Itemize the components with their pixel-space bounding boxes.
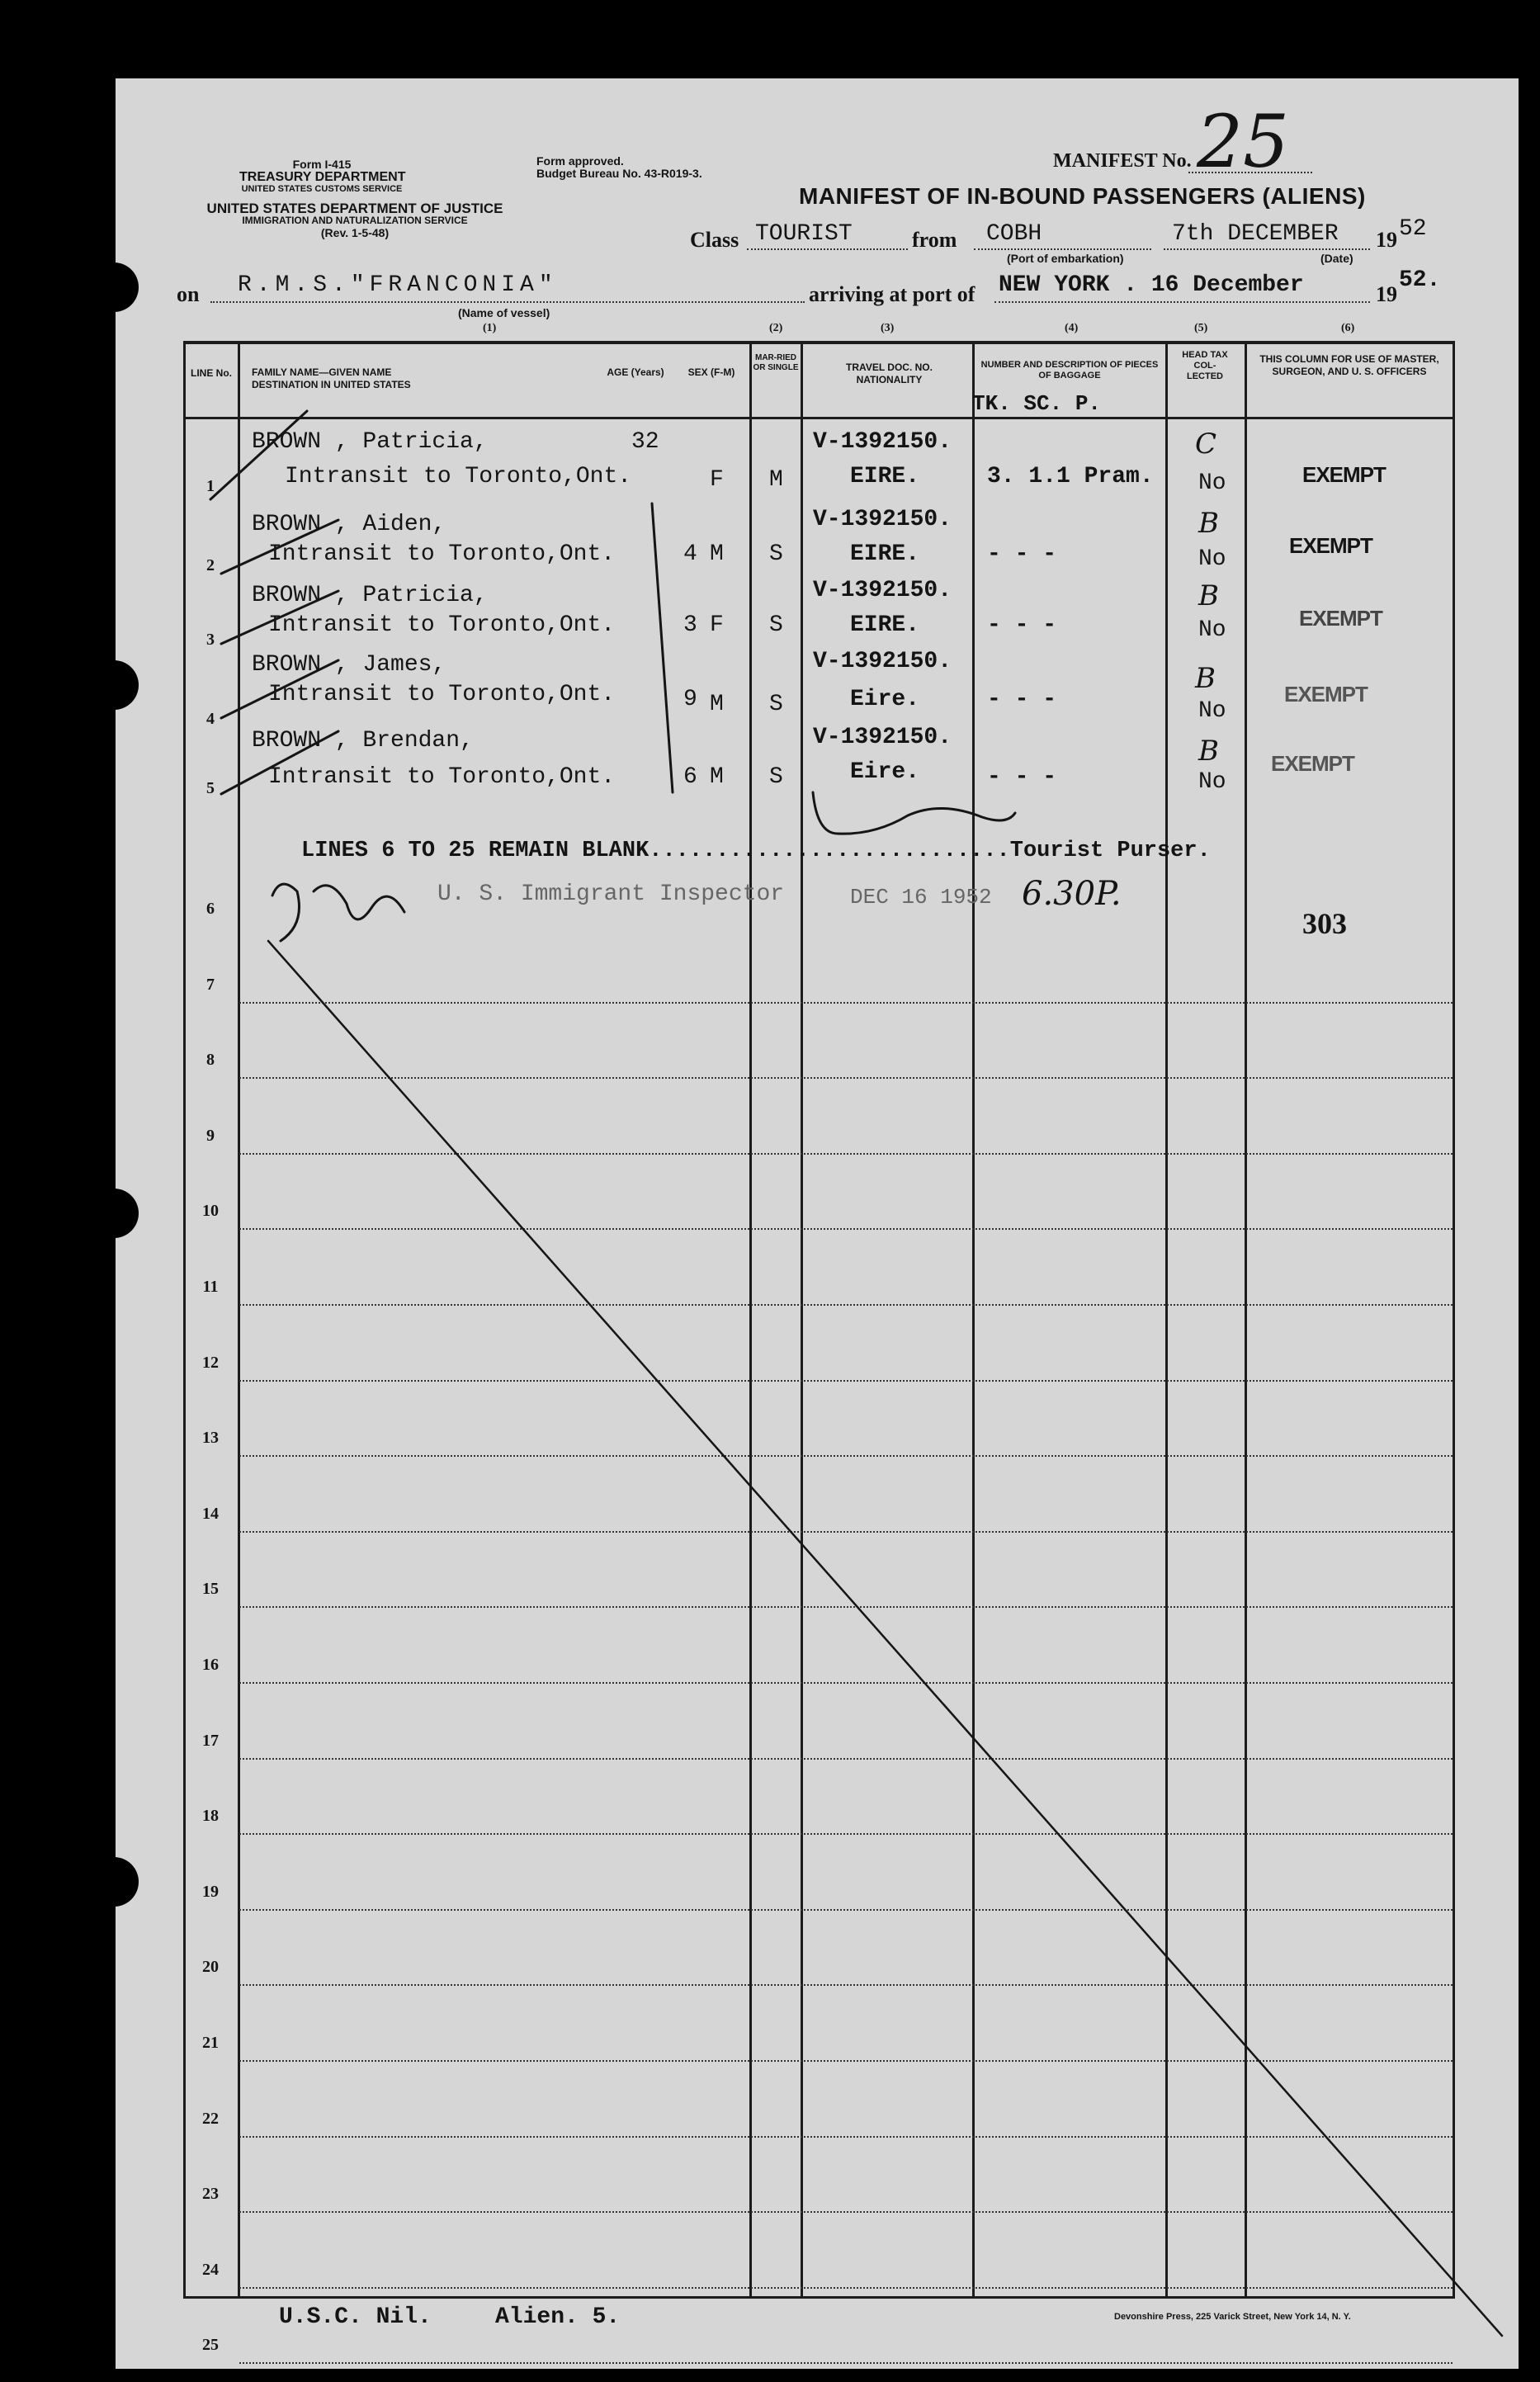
manifest-title: MANIFEST OF IN-BOUND PASSENGERS (ALIENS) bbox=[799, 183, 1366, 209]
col-number-2: (2) bbox=[769, 322, 783, 334]
col-header-baggage-sub: TK. SC. P. bbox=[972, 391, 1102, 416]
line-number: 9 bbox=[206, 1126, 215, 1145]
col-number-6: (6) bbox=[1341, 322, 1355, 334]
passenger-baggage: 3. 1.1 Pram. bbox=[987, 464, 1154, 489]
from-label: from bbox=[912, 228, 957, 252]
passenger-married: S bbox=[769, 764, 783, 790]
passenger-name: BROWN , Aiden, bbox=[252, 512, 446, 537]
class-label: Class bbox=[690, 228, 739, 252]
head-tax-value: No bbox=[1198, 470, 1226, 496]
passenger-nationality: Eire. bbox=[850, 687, 920, 712]
line-number: 2 bbox=[206, 556, 215, 574]
header-bottom-rule bbox=[183, 417, 1454, 419]
budget-bureau: Budget Bureau No. 43-R019-3. bbox=[536, 167, 702, 180]
justice-block bbox=[173, 202, 536, 239]
row-rule bbox=[239, 1380, 1453, 1382]
line-number: 21 bbox=[202, 2034, 219, 2052]
arrival-port: NEW YORK . 16 December bbox=[999, 272, 1304, 298]
passenger-nationality: Eire. bbox=[850, 759, 920, 785]
line-number: 16 bbox=[202, 1656, 219, 1674]
passenger-sex: F bbox=[710, 612, 724, 638]
officer-stamp: EXEMPT bbox=[1284, 682, 1368, 707]
passenger-age: 9 bbox=[683, 687, 697, 712]
line-number: 15 bbox=[202, 1580, 219, 1599]
row-rule bbox=[239, 1455, 1453, 1457]
passenger-age: 3 bbox=[683, 612, 697, 638]
passenger-name: BROWN , Patricia, bbox=[252, 429, 488, 455]
col-header-line-no: LINE No. bbox=[191, 367, 232, 379]
passenger-destination: Intransit to Toronto,Ont. bbox=[268, 541, 616, 567]
col-number-4: (4) bbox=[1065, 322, 1079, 334]
vessel-caption: (Name of vessel) bbox=[458, 306, 550, 319]
table-right-border bbox=[1453, 341, 1455, 2299]
punch-hole bbox=[64, 1576, 114, 1626]
row-rule bbox=[239, 1833, 1453, 1835]
row-rule bbox=[239, 1304, 1453, 1306]
line-number: 20 bbox=[202, 1958, 219, 1977]
manifest-label: MANIFEST No. bbox=[1053, 150, 1192, 172]
inspection-stamp-date: DEC 16 1952 bbox=[850, 885, 992, 910]
line-number: 13 bbox=[202, 1429, 219, 1448]
line-number: 25 bbox=[202, 2336, 219, 2355]
col-number-1: (1) bbox=[483, 322, 497, 334]
treasury-block bbox=[239, 158, 404, 196]
treasury-label: TREASURY DEPARTMENT bbox=[239, 170, 406, 184]
col-header-head-tax: HEAD TAX COL-LECTED bbox=[1182, 350, 1228, 381]
passenger-nationality: EIRE. bbox=[850, 464, 920, 489]
line-number: 3 bbox=[206, 631, 215, 649]
col-number-3: (3) bbox=[881, 322, 895, 334]
head-tax-value: No bbox=[1198, 617, 1226, 643]
vessel-name: R.M.S."FRANCONIA" bbox=[238, 272, 558, 298]
line-number: 12 bbox=[202, 1353, 219, 1372]
form-number: Form I-415 bbox=[292, 158, 352, 171]
line-number: 6 bbox=[206, 900, 215, 918]
head-tax-mark: B bbox=[1198, 579, 1219, 612]
row-rule bbox=[239, 2211, 1453, 2213]
passenger-married: S bbox=[769, 612, 783, 638]
row-rule bbox=[239, 1153, 1453, 1155]
punch-hole bbox=[89, 262, 139, 312]
footer-printer: Devonshire Press, 225 Varick Street, New York 14, N. Y. bbox=[1114, 2312, 1351, 2322]
approval-block bbox=[536, 155, 702, 180]
port-embark-caption: (Port of embarkation) bbox=[1007, 252, 1124, 265]
row-rule bbox=[239, 1228, 1453, 1230]
col-header-married: MAR-RIED OR SINGLE bbox=[753, 353, 799, 372]
line-number: 1 bbox=[206, 477, 215, 495]
head-tax-mark: B bbox=[1195, 662, 1216, 695]
class-value: TOURIST bbox=[755, 221, 853, 247]
passenger-married: S bbox=[769, 541, 783, 567]
passenger-baggage: - - - bbox=[987, 541, 1057, 567]
inspector-label: U. S. Immigrant Inspector bbox=[437, 881, 785, 907]
married-divider bbox=[801, 341, 803, 2299]
row-rule bbox=[239, 1758, 1453, 1760]
passenger-age: 4 bbox=[683, 541, 697, 567]
punch-hole bbox=[64, 312, 114, 362]
head-tax-mark: B bbox=[1198, 507, 1219, 540]
passenger-sex: M bbox=[710, 692, 724, 717]
line-number: 19 bbox=[202, 1882, 219, 1901]
line-number: 22 bbox=[202, 2109, 219, 2128]
manifest-number: 25 bbox=[1197, 99, 1289, 184]
passenger-name: BROWN , Brendan, bbox=[252, 728, 474, 754]
table-bottom-rule bbox=[183, 2296, 1454, 2299]
revision-label: (Rev. 1-5-48) bbox=[320, 226, 390, 239]
passenger-destination: Intransit to Toronto,Ont. bbox=[268, 612, 616, 638]
passenger-travel-doc: V-1392150. bbox=[813, 649, 952, 674]
row-rule bbox=[239, 1909, 1453, 1911]
line-number: 23 bbox=[202, 2185, 219, 2204]
passenger-age: 6 bbox=[683, 764, 697, 790]
officer-stamp: EXEMPT bbox=[1302, 462, 1386, 487]
manifest-page bbox=[116, 78, 1519, 2369]
officer-stamp: EXEMPT bbox=[1289, 533, 1372, 558]
baggage-divider bbox=[1165, 341, 1168, 2299]
passenger-married: S bbox=[769, 692, 783, 717]
passenger-name: BROWN , Patricia, bbox=[252, 583, 488, 608]
row-rule bbox=[239, 2362, 1453, 2364]
head-tax-value: No bbox=[1198, 698, 1226, 724]
passenger-travel-doc: V-1392150. bbox=[813, 429, 952, 455]
passenger-sex: M bbox=[710, 541, 724, 567]
arrival-year-prefix: 19 bbox=[1376, 282, 1397, 306]
date-year-prefix: 19 bbox=[1376, 228, 1397, 252]
passenger-travel-doc: V-1392150. bbox=[813, 507, 952, 532]
arrival-year: 52. bbox=[1399, 267, 1441, 293]
table-left-border bbox=[183, 341, 186, 2299]
passenger-nationality: EIRE. bbox=[850, 541, 920, 567]
passenger-baggage: - - - bbox=[987, 687, 1057, 712]
head-tax-value: No bbox=[1198, 546, 1226, 572]
passenger-name: BROWN , James, bbox=[252, 652, 446, 678]
col-header-travel-doc: TRAVEL DOC. NO. NATIONALITY bbox=[846, 362, 933, 385]
footer-alien: Alien. 5. bbox=[495, 2304, 621, 2330]
punch-hole bbox=[64, 2162, 114, 2212]
row-rule bbox=[239, 1606, 1453, 1608]
col-header-officers: THIS COLUMN FOR USE OF MASTER, SURGEON, AND U. S. OFFICERS bbox=[1259, 353, 1439, 377]
col-header-sex: SEX (F-M) bbox=[687, 366, 735, 378]
punch-hole bbox=[64, 2080, 114, 2129]
head-tax-value: No bbox=[1198, 769, 1226, 795]
ins-label: IMMIGRATION AND NATURALIZATION SERVICE bbox=[242, 215, 468, 226]
sex-divider bbox=[749, 341, 752, 2299]
passenger-age: 32 bbox=[631, 429, 659, 455]
total-number: 303 bbox=[1302, 907, 1347, 940]
travel-doc-divider bbox=[972, 341, 975, 2299]
date-line bbox=[1164, 248, 1370, 250]
row-rule bbox=[239, 1984, 1453, 1986]
punch-hole bbox=[89, 660, 139, 710]
embark-date: 7th DECEMBER bbox=[1172, 221, 1339, 247]
officer-stamp: EXEMPT bbox=[1299, 606, 1382, 631]
punch-hole bbox=[89, 1189, 139, 1238]
line-number: 5 bbox=[206, 779, 215, 797]
date-caption: (Date) bbox=[1320, 252, 1353, 265]
inspection-time: 6.30P. bbox=[1022, 875, 1122, 913]
on-label: on bbox=[177, 282, 200, 306]
passenger-married: M bbox=[769, 467, 783, 493]
blank-lines-note: LINES 6 TO 25 REMAIN BLANK...........................Tourist Purser. bbox=[301, 839, 1211, 863]
row-rule bbox=[239, 2060, 1453, 2062]
col-header-baggage: NUMBER AND DESCRIPTION OF PIECES OF BAGGAGE bbox=[980, 360, 1159, 380]
manifest-number-line bbox=[1188, 172, 1312, 173]
table-top-rule bbox=[183, 341, 1454, 344]
line-number: 18 bbox=[202, 1807, 219, 1826]
line-number: 4 bbox=[206, 710, 215, 728]
passenger-sex: F bbox=[710, 467, 724, 493]
line-number: 7 bbox=[206, 975, 215, 994]
passenger-baggage: - - - bbox=[987, 612, 1057, 638]
col-header-destination: DESTINATION IN UNITED STATES bbox=[252, 379, 411, 390]
passenger-travel-doc: V-1392150. bbox=[813, 725, 952, 750]
line-number: 14 bbox=[202, 1504, 219, 1523]
row-rule bbox=[239, 1531, 1453, 1533]
col-header-age: AGE (Years) bbox=[607, 366, 664, 378]
justice-label: UNITED STATES DEPARTMENT OF JUSTICE bbox=[206, 201, 503, 216]
row-rule bbox=[239, 1077, 1453, 1079]
date-year: 52 bbox=[1399, 216, 1427, 242]
passenger-destination: Intransit to Toronto,Ont. bbox=[268, 764, 616, 790]
form-approved: Form approved. bbox=[536, 154, 624, 168]
passenger-destination: Intransit to Toronto,Ont. bbox=[268, 682, 616, 707]
line-number: 8 bbox=[206, 1051, 215, 1070]
line-number: 17 bbox=[202, 1731, 219, 1750]
row-rule bbox=[239, 2287, 1453, 2289]
row-rule bbox=[239, 1002, 1453, 1004]
col-header-family-name: FAMILY NAME—GIVEN NAME bbox=[252, 366, 392, 378]
officer-stamp: EXEMPT bbox=[1271, 751, 1354, 776]
arrival-line bbox=[994, 301, 1370, 303]
line-number: 11 bbox=[202, 1278, 219, 1296]
head-tax-mark: C bbox=[1195, 428, 1217, 461]
passenger-sex: M bbox=[710, 764, 724, 790]
head-tax-divider bbox=[1245, 341, 1247, 2299]
class-line bbox=[747, 248, 908, 250]
col-number-5: (5) bbox=[1194, 322, 1208, 334]
line-number: 10 bbox=[202, 1202, 219, 1221]
line-number: 24 bbox=[202, 2260, 219, 2279]
line-no-divider bbox=[238, 341, 240, 2299]
passenger-nationality: EIRE. bbox=[850, 612, 920, 638]
arriving-label: arriving at port of bbox=[809, 282, 975, 306]
embark-port: COBH bbox=[986, 221, 1042, 247]
row-rule bbox=[239, 1682, 1453, 1684]
customs-label: UNITED STATES CUSTOMS SERVICE bbox=[241, 184, 403, 194]
vessel-line bbox=[210, 301, 805, 303]
passenger-baggage: - - - bbox=[987, 764, 1057, 790]
footer-usc: U.S.C. Nil. bbox=[279, 2304, 432, 2330]
head-tax-mark: B bbox=[1198, 735, 1219, 768]
passenger-travel-doc: V-1392150. bbox=[813, 578, 952, 603]
embark-line bbox=[974, 248, 1151, 250]
passenger-destination: Intransit to Toronto,Ont. bbox=[285, 464, 632, 489]
punch-hole bbox=[89, 1857, 139, 1907]
row-rule bbox=[239, 2136, 1453, 2138]
